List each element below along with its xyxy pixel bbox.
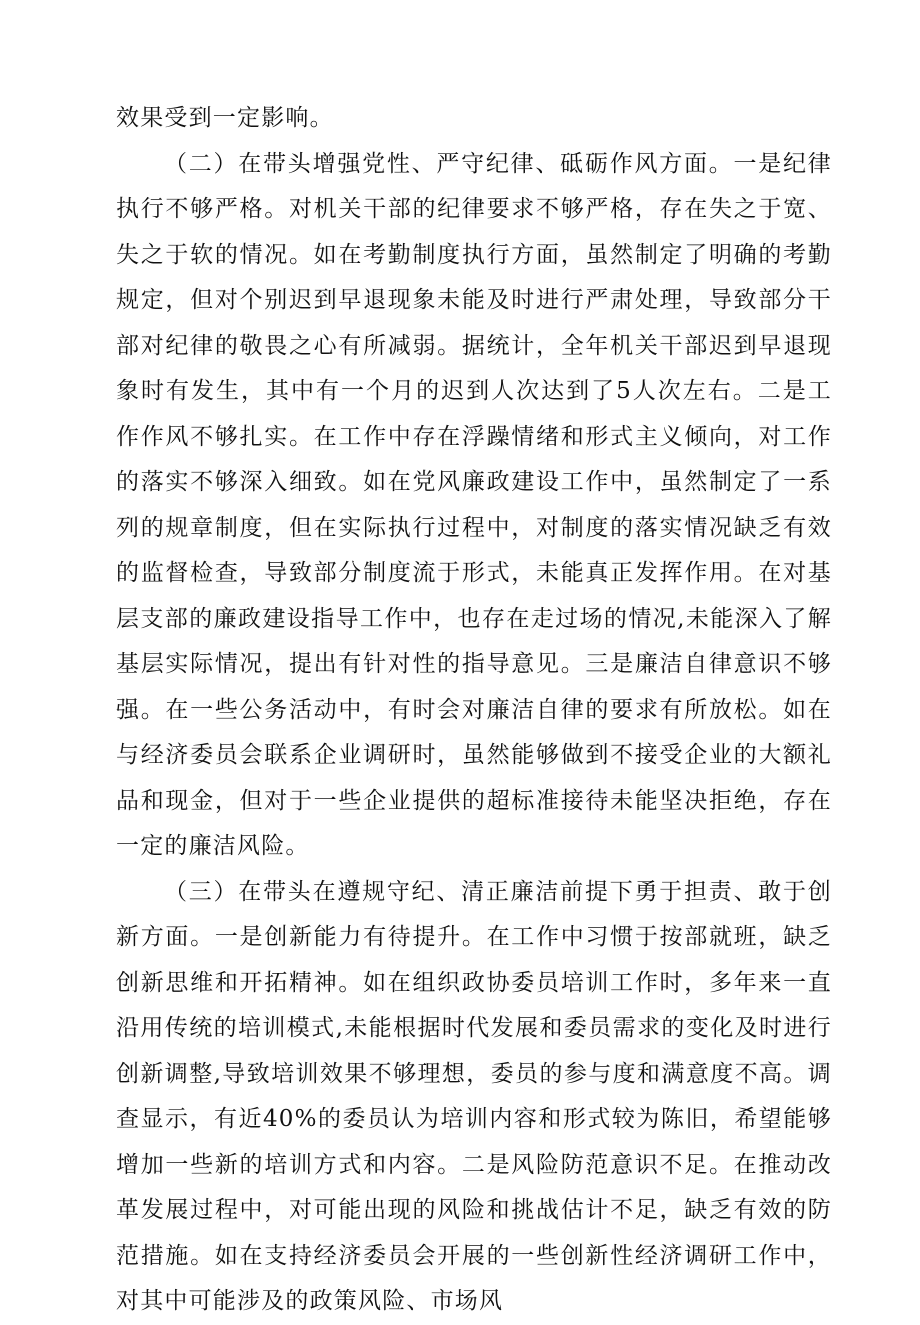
paragraph-section-three: （三）在带头在遵规守纪、清正廉洁前提下勇于担责、敢于创新方面。一是创新能力有待提升。在工作中习惯于按部就班，缺乏创新思维和开拓精神。如在组织政协委员培训工作时，多年来一直沿用传统的培训模式,未能根据时代发展和委员需求的变化及时进行创新调整,导致培训效果不够理想，委员的参与度和满意度不高。调查显示，有近40%的委员认为培训内容和形式较为陈旧，希望能够增加一些新的培训方式和内容。二是风险防范意识不足。在推动改革发展过程中，对可能出现的风险和挑战估计不足，缺乏有效的防范措施。如在支持经济委员会开展的一些创新性经济调研工作中，对其中可能涉及的政策风险、市场风 (116, 878, 832, 1314)
paragraph-continuation: 效果受到一定影响。 (116, 105, 334, 131)
paragraph-section-two: （二）在带头增强党性、严守纪律、砥砺作风方面。一是纪律执行不够严格。对机关干部的纪律要求不够严格，存在失之于宽、失之于软的情况。如在考勤制度执行方面，虽然制定了明确的考勤规定，但对个别迟到早退现象未能及时进行严肃处理，导致部分干部对纪律的敬畏之心有所减弱。据统计，全年机关干部迟到早退现象时有发生，其中有一个月的迟到人次达到了5人次左右。二是工作作风不够扎实。在工作中存在浮躁情绪和形式主义倾向，对工作的落实不够深入细致。如在党风廉政建设工作中，虽然制定了一系列的规章制度，但在实际执行过程中，对制度的落实情况缺乏有效的监督检查，导致部分制度流于形式，未能真正发挥作用。在对基层支部的廉政建设指导工作中，也存在走过场的情况,未能深入了解基层实际情况，提出有针对性的指导意见。三是廉洁自律意识不够强。在一些公务活动中，有时会对廉洁自律的要求有所放松。如在与经济委员会联系企业调研时，虽然能够做到不接受企业的大额礼品和现金，但对于一些企业提供的超标准接待未能坚决拒绝，存在一定的廉洁风险。 (116, 150, 832, 859)
document-body (116, 96, 832, 1325)
